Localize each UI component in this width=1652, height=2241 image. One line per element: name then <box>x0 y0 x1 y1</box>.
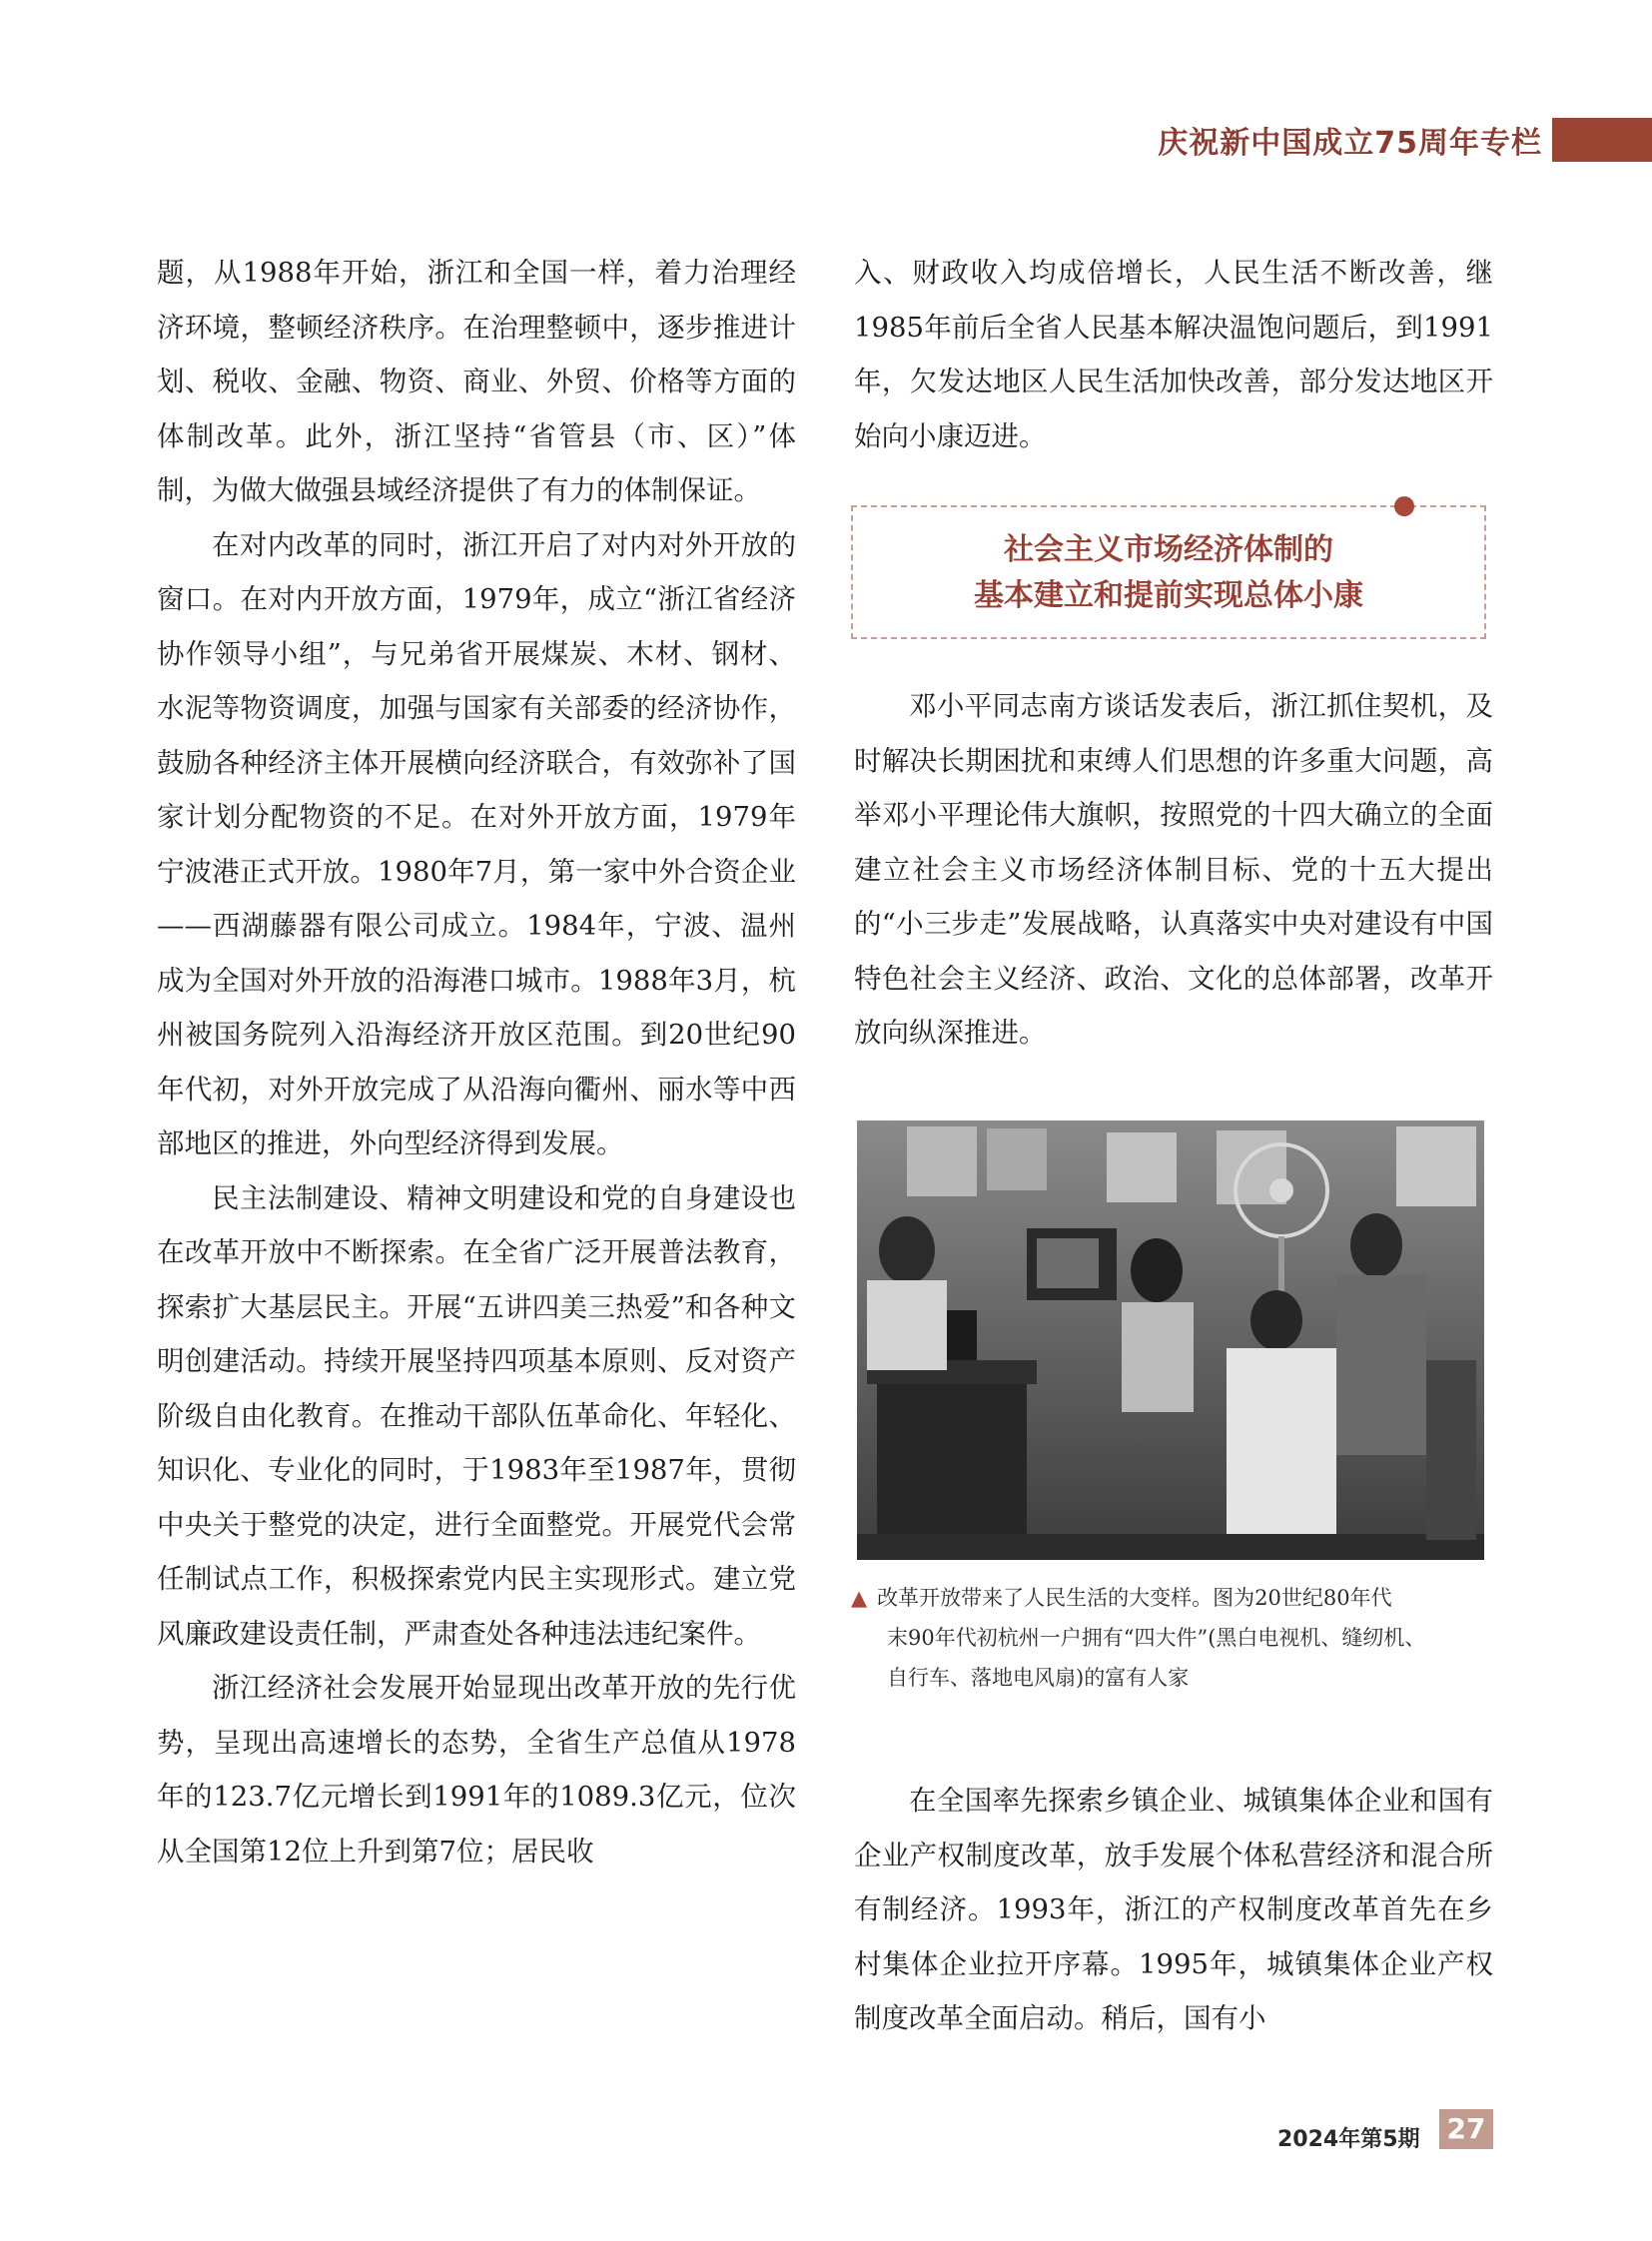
paragraph: 题，从1988年开始，浙江和全国一样，着力治理经济环境，整顿经济秩序。在治理整顿中，逐步推进计划、税收、金融、物资、商业、外贸、价格等方面的体制改革。此外，浙江坚持“省管县（市、区）”体制，为做大做强县域经济提供了有力的体制保证。 <box>157 257 796 506</box>
photo-illustration <box>857 1120 1484 1560</box>
section-heading-box <box>851 505 1486 639</box>
paragraph: 邓小平同志南方谈话发表后，浙江抓住契机，及时解决长期困扰和束缚人们思想的许多重大问题，高举邓小平理论伟大旗帜，按照党的十四大确立的全面建立社会主义市场经济体制目标、党的十五大提出的“小三步走”发展战略，认真落实中央对建设有中国特色社会主义经济、政治、文化的总体部署，改革开放向纵深推进。 <box>854 690 1493 1049</box>
paragraph: 在对内改革的同时，浙江开启了对内对外开放的窗口。在对内开放方面，1979年，成立“浙江省经济协作领导小组”，与兄弟省开展煤炭、木材、钢材、水泥等物资调度，加强与国家有关部委的经济协作，鼓励各种经济主体开展横向经济联合，有效弥补了国家计划分配物资的不足。在对外开放方面，1979年宁波港正式开放。1980年7月，第一家中外合资企业——西湖藤器有限公司成立。1984年，宁波、温州成为全国对外开放的沿海港口城市。1988年3月，杭州被国务院列入沿海经济开放区范围。到20世纪90年代初，对外开放完成了从沿海向衢州、丽水等中西部地区的推进，外向型经济得到发展。 <box>157 528 796 1159</box>
caption-line: 改革开放带来了人民生活的大变样。图为20世纪80年代 <box>877 1586 1392 1610</box>
caption-line: 末90年代初杭州一户拥有“四大件”(黑白电视机、缝纫机、 <box>887 1626 1426 1650</box>
issue-label: 2024年第5期 <box>1277 2127 1420 2152</box>
historic-photo <box>857 1120 1484 1560</box>
dot-icon <box>1394 496 1414 516</box>
section-title-line1: 社会主义市场经济体制的 <box>1004 532 1333 567</box>
section-title-line2: 基本建立和提前实现总体小康 <box>974 578 1363 613</box>
photo-caption <box>851 1578 1500 1698</box>
triangle-up-icon: ▲ <box>851 1586 868 1610</box>
right-column-bottom <box>854 1774 1493 2046</box>
paragraph: 在全国率先探索乡镇企业、城镇集体企业和国有企业产权制度改革，放手发展个体私营经济和混合所有制经济。1993年，浙江的产权制度改革首先在乡村集体企业拉开序幕。1995年，城镇集体企业产权制度改革全面启动。稍后，国有小 <box>854 1785 1493 2034</box>
paragraph: 浙江经济社会发展开始显现出改革开放的先行优势，呈现出高速增长的态势，全省生产总值从1978年的123.7亿元增长到1991年的1089.3亿元，位次从全国第12位上升到第7位；居民收 <box>157 1672 796 1868</box>
page-number: 27 <box>1439 2109 1493 2149</box>
caption-line: 自行车、落地电风扇)的富有人家 <box>887 1666 1190 1690</box>
right-column-top <box>854 246 1493 463</box>
paragraph: 民主法制建设、精神文明建设和党的自身建设也在改革开放中不断探索。在全省广泛开展普法教育，探索扩大基层民主。开展“五讲四美三热爱”和各种文明创建活动。持续开展坚持四项基本原则、反对资产阶级自由化教育。在推动干部队伍革命化、年轻化、知识化、专业化的同时，于1983年至1987年，贯彻中央关于整党的决定，进行全面整党。开展党代会常任制试点工作，积极探索党内民主实现形式。建立党风廉政建设责任制，严肃查处各种违法违纪案件。 <box>157 1181 796 1650</box>
left-column <box>157 246 796 1878</box>
paragraph: 入、财政收入均成倍增长，人民生活不断改善，继1985年前后全省人民基本解决温饱问题后，到1991年，欠发达地区人民生活加快改善，部分发达地区开始向小康迈进。 <box>854 257 1493 452</box>
header-accent-bar <box>1552 118 1652 162</box>
right-column-mid <box>854 679 1493 1061</box>
column-title: 庆祝新中国成立75周年专栏 <box>1158 126 1542 161</box>
